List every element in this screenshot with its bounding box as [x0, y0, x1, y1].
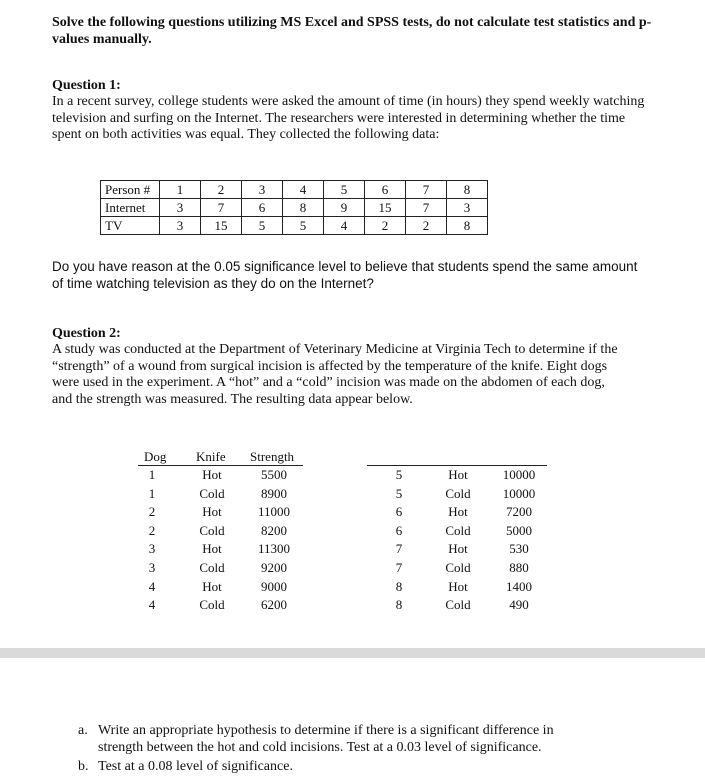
cell-knife: Cold [199, 597, 225, 613]
cell-strength: 8200 [261, 522, 287, 538]
cell-dog: 7 [395, 560, 403, 575]
cell-dog: 4 [148, 597, 156, 613]
row-label: TV [101, 217, 160, 235]
cell-dog: 3 [148, 560, 156, 575]
cell-knife: Hot [448, 504, 468, 520]
cell-knife: Hot [448, 541, 468, 557]
table-cell: 3 [447, 199, 488, 217]
cell-knife: Hot [448, 467, 468, 482]
table-cell: 3 [160, 217, 201, 235]
table-cell: 5 [324, 181, 365, 199]
cell-strength: 490 [509, 597, 529, 613]
cell-strength: 10000 [502, 485, 536, 501]
header-dog: Dog [144, 449, 167, 464]
table-cell: 4 [324, 217, 365, 235]
cell-knife: Cold [445, 485, 471, 501]
cell-dog: 3 [148, 541, 156, 557]
table-cell: 5 [242, 217, 283, 235]
cell-knife: Cold [445, 560, 471, 575]
cell-strength: 880 [509, 560, 529, 575]
table-cell: 2 [406, 217, 447, 235]
cell-dog: 1 [148, 467, 156, 482]
cell-dog: 1 [148, 485, 156, 501]
table-cell: 6 [365, 181, 406, 199]
instructions-heading: Solve the following questions utilizing MS Excel and SPSS tests, do not calculate test statistics and p-values manually. [52, 15, 652, 47]
cell-strength: 6200 [261, 597, 287, 613]
item-text: Write an appropriate hypothesis to determine if there is a significant difference in strength between the hot and cold incisions. Test at a 0.03 level of significance. [98, 723, 554, 755]
table-row [101, 199, 488, 217]
row-label: Internet [101, 199, 160, 217]
cell-dog: 5 [395, 467, 403, 482]
item-text: Test at a 0.08 level of significance. [98, 759, 293, 774]
table-cell: 7 [406, 181, 447, 199]
cell-dog: 2 [148, 522, 156, 538]
cell-dog: 2 [148, 504, 156, 520]
cell-dog: 4 [148, 578, 156, 594]
table-cell: 15 [365, 199, 406, 217]
table-cell: 1 [160, 181, 201, 199]
cell-strength: 8900 [261, 485, 287, 501]
table-cell: 3 [160, 199, 201, 217]
cell-dog: 8 [395, 578, 403, 594]
item-marker: b. [78, 759, 89, 774]
table-cell: 6 [242, 199, 283, 217]
cell-strength: 9200 [261, 560, 287, 575]
table-cell: 15 [201, 217, 242, 235]
cell-knife: Hot [202, 578, 222, 594]
row-label: Person # [101, 181, 160, 199]
table-cell: 7 [406, 199, 447, 217]
question-1-text: In a recent survey, college students were asked the amount of time (in hours) they spend weekly watching television and surfing on the Internet. The researchers were interested in determining whether the time spent on both activities was equal. They collected the following data: [52, 94, 645, 142]
table-cell: 8 [447, 181, 488, 199]
cell-knife: Cold [445, 522, 471, 538]
cell-dog: 6 [395, 522, 403, 538]
cell-knife: Cold [199, 560, 225, 575]
cell-dog: 8 [395, 597, 403, 613]
table-cell: 4 [283, 181, 324, 199]
table-cell: 5 [283, 217, 324, 235]
table-cell: 8 [447, 217, 488, 235]
table-row [101, 217, 488, 235]
cell-dog: 5 [395, 485, 403, 501]
question-1-title: Question 1: [52, 78, 121, 93]
cell-strength: 5500 [261, 467, 287, 482]
cell-strength: 11000 [257, 504, 291, 520]
header-strength: Strength [250, 449, 295, 464]
table-cell: 3 [242, 181, 283, 199]
table-row [101, 181, 488, 199]
table-cell: 2 [365, 217, 406, 235]
cell-strength: 5000 [506, 522, 532, 538]
question-2-title: Question 2: [52, 326, 121, 341]
table-cell: 7 [201, 199, 242, 217]
table-cell: 9 [324, 199, 365, 217]
question-2-text: A study was conducted at the Department of Veterinary Medicine at Virginia Tech to determine if the “strength” of a wound from surgical incision is affected by the temperature of the knife. Eight dogs were used in the experiment. A “hot” and a “cold” incision was made on the abdomen of each dog, and the strength was measured. The resulting data appear below. [52, 342, 618, 407]
cell-dog: 7 [395, 541, 403, 557]
cell-strength: 10000 [502, 467, 536, 482]
table-cell: 2 [201, 181, 242, 199]
cell-strength: 530 [509, 541, 529, 557]
cell-knife: Cold [199, 485, 225, 501]
cell-dog: 6 [395, 504, 403, 520]
cell-knife: Hot [202, 541, 222, 557]
cell-strength: 11300 [257, 541, 291, 557]
cell-knife: Hot [448, 578, 468, 594]
cell-strength: 1400 [506, 578, 532, 594]
cell-knife: Cold [445, 597, 471, 613]
cell-knife: Cold [199, 522, 225, 538]
header-knife: Knife [196, 449, 226, 464]
cell-strength: 9000 [261, 578, 287, 594]
cell-knife: Hot [202, 467, 222, 482]
question-1-prompt: Do you have reason at the 0.05 significance level to believe that students spend the same amount of time watching television as they do on the Internet? [52, 259, 638, 291]
cell-knife: Hot [202, 504, 222, 520]
time-data-table [100, 180, 488, 235]
item-marker: a. [78, 723, 88, 738]
section-divider [0, 648, 705, 658]
table-cell: 8 [283, 199, 324, 217]
cell-strength: 7200 [506, 504, 532, 520]
